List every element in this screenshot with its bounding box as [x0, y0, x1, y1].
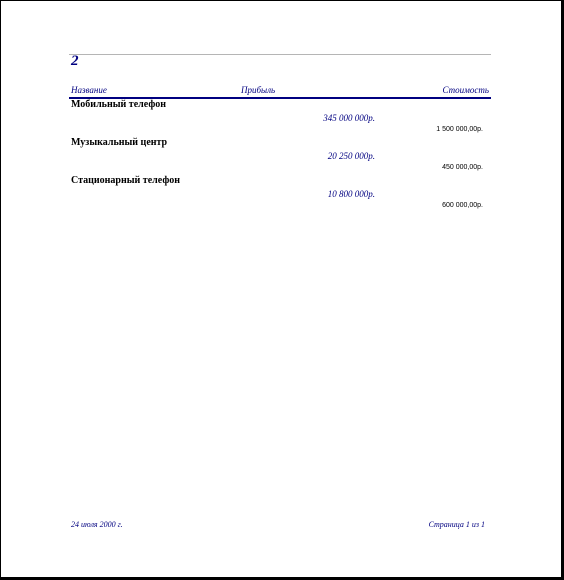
- report-title: 2: [71, 53, 79, 69]
- column-header-name: Название: [71, 85, 107, 95]
- group-profit: 20 250 000р.: [327, 151, 375, 161]
- footer-page-number: Страница 1 из 1: [428, 520, 485, 529]
- column-header-cost: Стоимость: [442, 85, 489, 95]
- group-name: Мобильный телефон: [71, 99, 166, 110]
- footer-date: 24 июля 2000 г.: [71, 520, 123, 529]
- group-cost: 1 500 000,00р.: [436, 126, 483, 133]
- group-profit: 345 000 000р.: [323, 113, 375, 123]
- column-header-profit: Прибыль: [241, 85, 276, 95]
- group-profit: 10 800 000р.: [327, 189, 375, 199]
- header-divider: [69, 54, 491, 55]
- group-name: Музыкальный центр: [71, 137, 168, 148]
- group-cost: 450 000,00р.: [442, 164, 483, 171]
- group-cost: 600 000,00р.: [442, 202, 483, 209]
- group-name: Стационарный телефон: [71, 175, 181, 186]
